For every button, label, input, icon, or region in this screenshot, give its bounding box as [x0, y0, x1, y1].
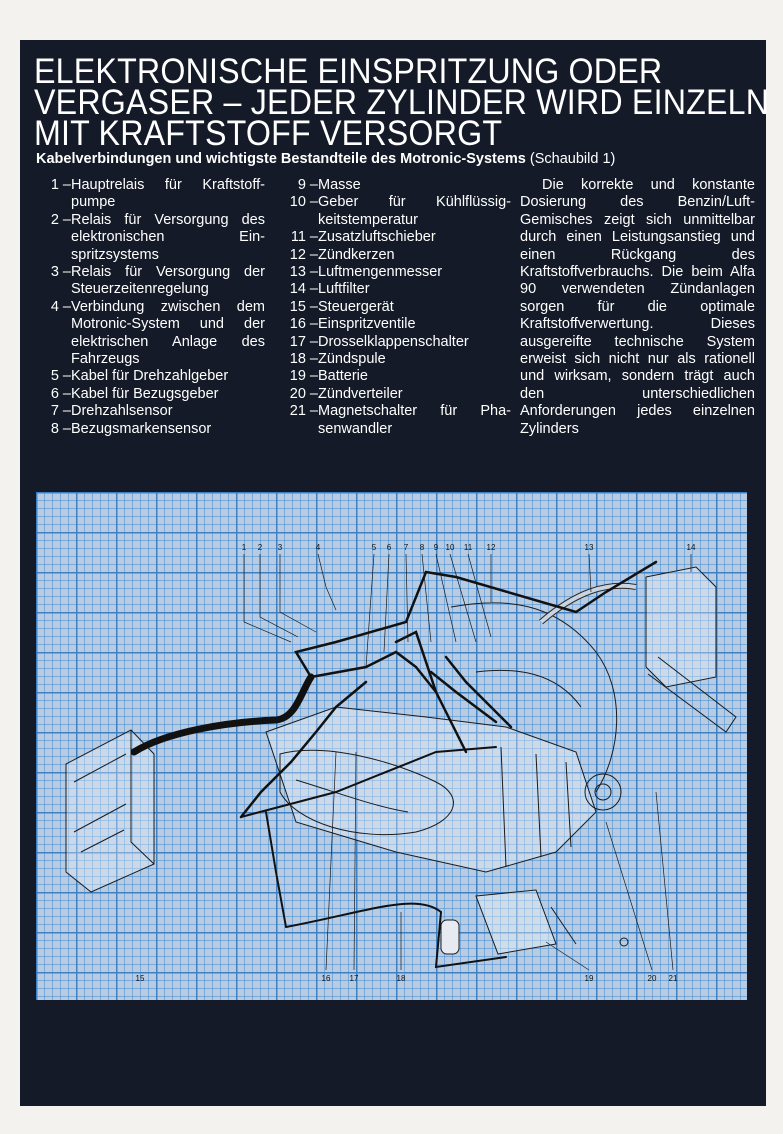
diagram-caption: [36, 151, 756, 167]
air-filter-unit: [541, 567, 736, 732]
diagram-label: 12: [486, 543, 496, 552]
diagram-label: 17: [349, 974, 359, 983]
diagram-label: 6: [386, 543, 392, 552]
heading-line-2: VERGASER – JEDER ZYLINDER WIRD EINZELN: [34, 83, 770, 122]
legend-item: 1 – Hauptrelais für Kraftstoffpumpe: [50, 177, 265, 211]
legend-item: 8 – Bezugsmarkensensor: [50, 420, 212, 437]
diagram-label: 13: [584, 543, 594, 552]
motronic-wiring-diagram: [36, 492, 747, 1000]
body-text-column: [520, 177, 755, 438]
diagram-label: 9: [433, 543, 439, 552]
diagram-label: 11: [463, 543, 473, 552]
page-heading: [34, 52, 770, 153]
legend-item: 17 – Drosselklappenschalter: [289, 333, 469, 350]
diagram-bottom-labels: [136, 974, 678, 983]
legend-item: 13 – Luftmengenmesser: [289, 264, 443, 281]
legend-item: 15 – Steuergerät: [289, 298, 394, 315]
diagram-label: 3: [277, 543, 283, 552]
legend-item: 11 – Zusatzluftschieber: [290, 229, 436, 246]
legend-item: 6 – Kabel für Bezugsgeber: [50, 385, 219, 402]
caption-ref: (Schaubild 1): [529, 151, 616, 167]
diagram-drawing: [36, 492, 747, 1000]
legend-item: 18 – Zündspule: [289, 351, 386, 368]
body-paragraph: Die korrekte und konstante Dosierung des Benzin/Luft-Gemisches zeigt sich unmittelbar durch einen Leistungsanstieg und einen Rückgang des Kraftstoffverbrauchs. Die beim Alfa 90 verwendeten Zündanlagen sorgen für die optimale Kraftstoffverwertung. Dieses ausgereifte technische System erweist sich nicht nur als rationell und wirksam, sondern trägt auch den unterschiedlichen Anforderungen jedes einzelnen Zylinders: [520, 177, 755, 437]
legend-item: 5 – Kabel für Drehzahlgeber: [50, 368, 229, 385]
page-panel: [20, 40, 770, 1106]
diagram-label: 7: [403, 543, 409, 552]
diagram-top-labels: [242, 543, 696, 552]
legend-item: 14 – Luftfilter: [289, 281, 370, 298]
diagram-label: 5: [371, 543, 377, 552]
diagram-label: 15: [135, 974, 145, 983]
diagram-label: 19: [584, 974, 594, 983]
ignition-components: [441, 890, 628, 954]
diagram-label: 16: [321, 974, 331, 983]
legend-item: 19 – Batterie: [289, 368, 368, 385]
heading-line-3: MIT KRAFTSTOFF VERSORGT: [34, 114, 503, 153]
legend-column-1: [33, 177, 265, 438]
legend-item: 9 – Masse: [297, 177, 361, 193]
heading-line-1: ELEKTRONISCHE EINSPRITZUNG ODER: [34, 52, 663, 91]
diagram-label: 1: [241, 543, 247, 552]
legend-item: 10 – Geber für Kühlflüssigkeitstemperatur: [289, 194, 511, 228]
diagram-label: 18: [396, 974, 406, 983]
diagram-label: 10: [445, 543, 455, 552]
legend-item: 7 – Drehzahlsensor: [50, 403, 173, 420]
legend-item: 2 – Relais für Versorgung des elektronischen Einspritzsystems: [50, 211, 265, 263]
diagram-label: 2: [257, 543, 263, 552]
legend-item: 4 – Verbindung zwischen dem Motronic-System und der elektrischen Anlage des Fahrzeugs: [50, 298, 265, 368]
legend-item: 3 – Relais für Versorgung der Steuerzeitenregelung: [50, 264, 265, 298]
caption-bold: Kabelverbindungen und wichtigste Bestandteile des Motronic-Systems: [36, 151, 526, 167]
legend-item: 16 – Einspritzventile: [289, 316, 416, 333]
ecu-unit: [66, 730, 154, 892]
legend-item: 12 – Zündkerzen: [289, 246, 395, 263]
diagram-label: 20: [647, 974, 657, 983]
legend-column-2: [266, 177, 511, 438]
legend-item: 20 – Zündverteiler: [289, 385, 403, 402]
diagram-label: 8: [419, 543, 425, 552]
engine-block: [266, 603, 621, 872]
diagram-label: 4: [315, 543, 321, 552]
diagram-label: 21: [668, 974, 678, 983]
legend-item: 21 – Magnetschalter für Phasenwandler: [289, 403, 511, 437]
diagram-label: 14: [686, 543, 696, 552]
